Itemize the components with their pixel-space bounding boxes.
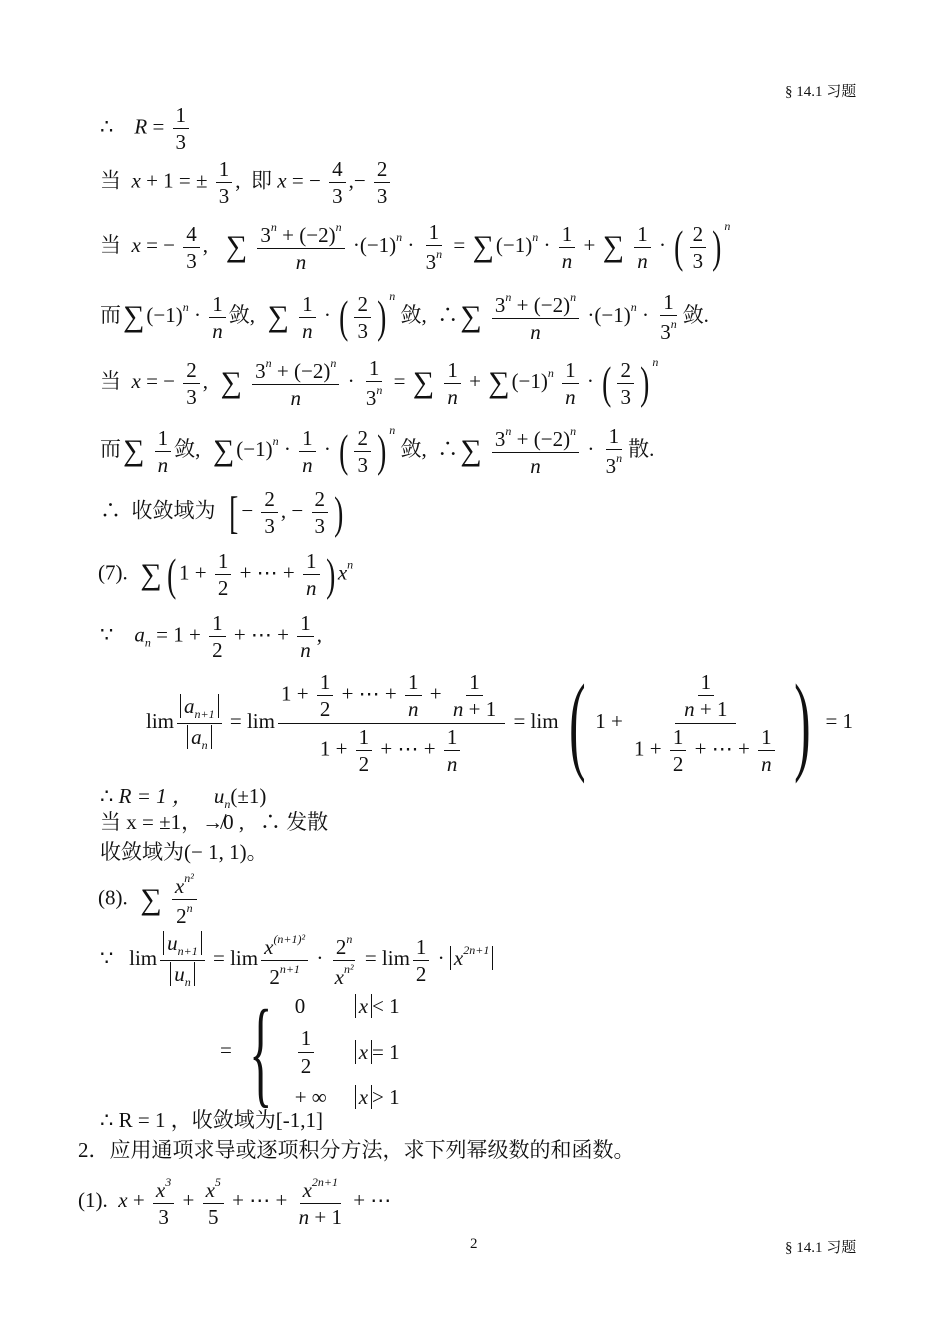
line-endpoint-diverge: 当 x = ±1，↛0 , ∴ 发散 [100, 810, 329, 834]
page-number: 2 [470, 1236, 478, 1252]
line-r-one-third: ∴ R = $\frac{1}{3}$ [100, 104, 192, 153]
line-limit-8: ∵ lim $\frac{u_{n+1}}{u_n}$ = lim $\frac{x^{(n+1)^2}}{2^{n+1}}$ · $\frac{2^n}{x^{n^2}}$ = lim $\frac{1}{2}$ · $x^{2n+1}$ [100, 932, 493, 989]
header-section: § 14.1 习题 [785, 84, 857, 100]
item-8: (8). ∑ $\frac{x^{n^2}}{2^n}$ [98, 872, 200, 927]
item-1: (1). x + $\frac{x^3}{3}$ + $\frac{x^5}{5}$ + ⋯ + $\frac{x^{2n+1}}{n + 1}$ + ⋯ [78, 1175, 392, 1230]
line-diverges: 而∑ $\frac{1}{n}$ 敛, $\sum(-1)^n$ · $\frac{1}{n}$ · ( $\frac{2}{3}$ ) $^n$ 敛, ∴∑ $\frac{3^n + (-2)^n}{n}$ · $\frac{1}{3^n}$ 散. [100, 423, 655, 479]
line-cases: = { 0 x < 1 $\frac{1}{2}$ x = 1 + ∞ x > 1 [220, 985, 400, 1118]
line-limit-7: lim $\frac{a_{n+1}}{a_n}$ = lim 1 + $\frac{1}{2}$ + ⋯ + $\frac{1}{n}$ + $\frac{1}{n + 1}$ 1 + $\frac{1}{2}$ + ⋯ + $\frac{1}{n}$ = lim( 1 + $\frac{1}{n + 1}$ 1 + $\frac{1}{2}$ + ⋯ + $\frac{1}{n}$ ) = 1 [146, 662, 854, 784]
line-r-equals-1: ∴ R = 1 ， $u_n(\pm 1)$ [100, 784, 267, 812]
line-domain-7: 收敛域为(− 1, 1)。 [100, 840, 268, 864]
line-domain-8: ∴ R = 1 ，收敛域为[-1,1] [100, 1108, 323, 1132]
problem-2-heading: 2．应用通项求导或逐项积分方法，求下列幂级数的和函数。 [78, 1138, 635, 1162]
line-case-minus-two-thirds: 当 x = − $\frac{2}{3}$ , ∑ $\frac{3^n + (-2)^n}{n}$ · $\frac{1}{3^n}$ = ∑ $\frac{1}{n}$ + $\sum(-1)^n$ $\frac{1}{n}$ · ( $\frac{2}{3}$ ) $^n$ [100, 355, 659, 411]
line-an: ∵ $a_n = 1$ + $\frac{1}{2}$ + ⋯ + $\frac{1}{n}$ , [100, 611, 322, 663]
line-case-minus-four-thirds: 当 x = − $\frac{4}{3}$ , ∑ $\frac{3^n + (-2)^n}{n}$ $\cdot(-1)^n$ · $\frac{1}{3^n}$ = $\sum(-1)^n$ · $\frac{1}{n}$ + ∑ $\frac{1}{n}$ · ( $\frac{2}{3}$ ) $^n$ [100, 219, 731, 275]
item-7: (7). ∑ ( 1 + $\frac{1}{2}$ + ⋯ + $\frac{1}{n}$ ) $x^n$ [98, 548, 354, 601]
line-endpoints: 当 x + 1 = ± $\frac{1}{3}$ , 即 x = − $\frac{4}{3}$ ,− $\frac{2}{3}$ [100, 158, 393, 207]
line-domain-6: ∴ 收敛域为 [ − $\frac{2}{3}$ , − $\frac{2}{3}$ ) [100, 486, 344, 539]
line-converges-1: 而$\sum(-1)^n$ · $\frac{1}{n}$ 敛, ∑ $\frac{1}{n}$ · ( $\frac{2}{3}$ ) $^n$ 敛, ∴∑ $\frac{3^n + (-2)^n}{n}$ $\cdot(-1)^n$ · $\frac{1}{3^n}$ 敛. [100, 289, 709, 345]
footer-section: § 14.1 习题 [785, 1240, 857, 1256]
